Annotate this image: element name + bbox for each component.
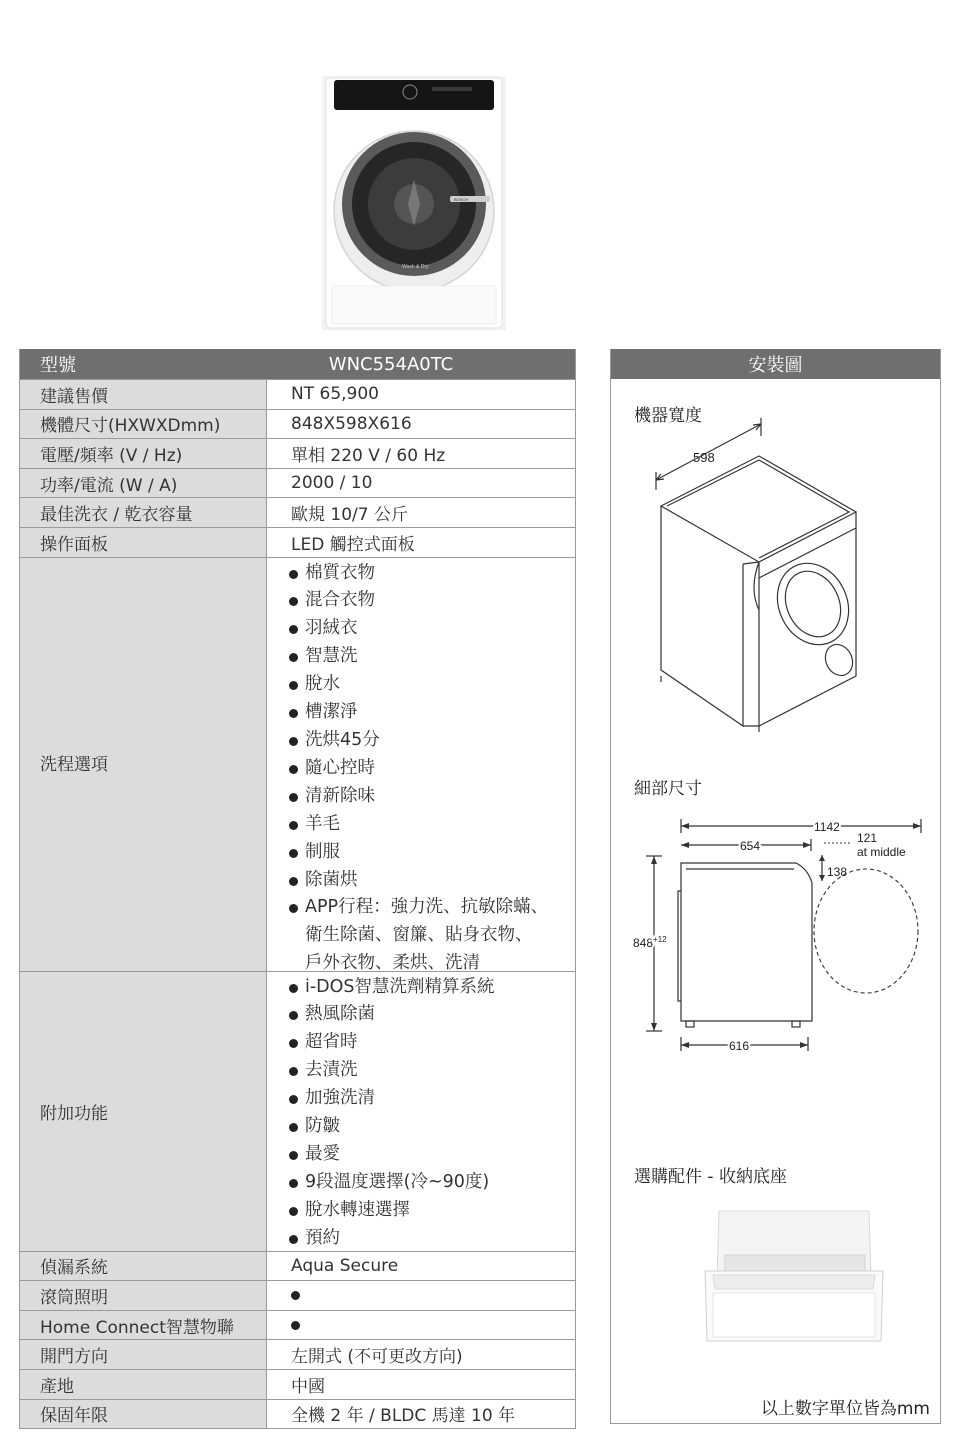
list-item: 加強洗清	[289, 1085, 375, 1113]
list-item: 洗烘45分	[289, 727, 380, 755]
list-item: i-DOS智慧洗劑精算系統	[289, 974, 495, 1002]
spec-table	[19, 349, 576, 1429]
spec-key: Home Connect智慧物聯	[20, 1311, 267, 1340]
list-item: 去漬洗	[289, 1057, 358, 1085]
dim-door-open-label: 121	[857, 831, 878, 845]
spec-key: 保固年限	[20, 1400, 267, 1429]
spec-row-drum-light	[20, 1280, 575, 1310]
spec-row-origin	[20, 1369, 575, 1399]
detail-dims-title: 細部尺寸	[634, 779, 702, 799]
feature-list	[267, 972, 575, 1251]
spec-key: 最佳洗衣 / 乾衣容量	[20, 498, 267, 527]
spec-value-yes	[267, 1311, 575, 1340]
model-number: WNC554A0TC	[328, 353, 454, 375]
spec-key: 滾筒照明	[20, 1281, 267, 1310]
spec-value: LED 觸控式面板	[267, 528, 575, 557]
spec-key: 偵漏系統	[20, 1252, 267, 1281]
machine-width-title: 機器寬度	[634, 406, 702, 426]
spec-row-control-panel	[20, 527, 575, 557]
spec-key: 建議售價	[20, 380, 267, 409]
spec-value-yes	[267, 1281, 575, 1310]
install-panel	[610, 349, 941, 1424]
spec-key: 功率/電流 (W / A)	[20, 469, 267, 498]
spec-value: 中國	[267, 1370, 575, 1399]
spec-key: 洗程選項	[20, 558, 267, 971]
spec-value: 848X598X616	[267, 410, 575, 439]
list-item-app-programs	[289, 894, 548, 978]
spec-key: 開門方向	[20, 1340, 267, 1369]
list-item: 槽潔淨	[289, 699, 358, 727]
spec-row-dimensions	[20, 409, 575, 439]
list-item: 超省時	[289, 1029, 358, 1057]
dim-base-depth-label: 616	[729, 1039, 750, 1053]
list-item: 制服	[289, 839, 340, 867]
dim-total-depth-label: 1142	[814, 820, 840, 834]
app-programs-line: APP行程：強力洗、抗敏除蟎、	[305, 897, 549, 918]
dim-door-open-note: at middle	[857, 845, 906, 859]
list-item: 羊毛	[289, 811, 340, 839]
spec-row-warranty	[20, 1399, 575, 1429]
spec-key: 機體尺寸(HXWXDmm)	[20, 410, 267, 439]
spec-value: 單相 220 V / 60 Hz	[267, 439, 575, 468]
app-programs-line: 戶外衣物、柔烘、洗清	[305, 953, 480, 974]
spec-row-voltage	[20, 438, 575, 468]
list-item: 9段溫度選擇(冷~90度)	[289, 1169, 489, 1197]
list-item: 防皺	[289, 1113, 340, 1141]
spec-key: 附加功能	[20, 972, 267, 1251]
spec-key: 操作面板	[20, 528, 267, 557]
hero-brand-label: BOSCH	[454, 197, 469, 202]
spec-key: 電壓/頻率 (V / Hz)	[20, 439, 267, 468]
dim-height-value: 848	[633, 936, 654, 950]
list-item: 清新除味	[289, 783, 375, 811]
program-list	[267, 558, 575, 974]
list-item: 除菌烘	[289, 867, 358, 895]
dim-depth-label: 654	[740, 839, 761, 853]
install-header: 安裝圖	[611, 349, 940, 379]
spec-value: 左開式 (不可更改方向)	[267, 1340, 575, 1369]
hero-badge-label: Wash & Dry	[402, 264, 429, 270]
list-item: 最愛	[289, 1141, 340, 1169]
dim-door-label: 138	[827, 865, 848, 879]
machine-width-diagram	[631, 414, 891, 734]
spec-row-programs	[20, 557, 575, 974]
accessory-title: 選購配件 - 收納底座	[634, 1167, 787, 1187]
spec-value: 2000 / 10	[267, 469, 575, 498]
list-item: 混合衣物	[289, 587, 375, 615]
list-item: 熱風除菌	[289, 1001, 375, 1029]
spec-row-features	[20, 971, 575, 1251]
check-dot-icon	[291, 1321, 300, 1330]
spec-value: 全機 2 年 / BLDC 馬達 10 年	[267, 1400, 575, 1429]
detail-dims-diagram	[626, 811, 926, 1061]
pedestal-drawer-photo	[699, 1209, 889, 1344]
dim-height-tolerance: +12	[653, 935, 667, 944]
model-header-label: 型號	[40, 355, 76, 376]
spec-row-leak-detection	[20, 1251, 575, 1281]
width-value-label: 598	[693, 450, 715, 465]
list-item: 預約	[289, 1225, 340, 1253]
spec-row-price	[20, 379, 575, 409]
spec-key: 產地	[20, 1370, 267, 1399]
spec-value: 歐規 10/7 公斤	[267, 498, 575, 527]
check-dot-icon	[291, 1291, 300, 1300]
spec-row-power	[20, 468, 575, 498]
list-item: 棉質衣物	[289, 560, 375, 588]
spec-value: NT 65,900	[267, 380, 575, 409]
washer-product-photo	[322, 76, 506, 330]
spec-table-header	[20, 349, 575, 379]
spec-row-door-direction	[20, 1339, 575, 1369]
units-note: 以上數字單位皆為mm	[760, 1399, 930, 1419]
dim-height-label	[633, 935, 667, 950]
list-item: 羽絨衣	[289, 615, 358, 643]
list-item: 隨心控時	[289, 755, 375, 783]
app-programs-line: 衛生除菌、窗簾、貼身衣物、	[305, 925, 533, 946]
list-item: 智慧洗	[289, 643, 358, 671]
spec-row-capacity	[20, 497, 575, 527]
spec-row-home-connect	[20, 1310, 575, 1340]
spec-value: Aqua Secure	[267, 1252, 575, 1281]
list-item: 脫水	[289, 671, 340, 699]
list-item: 脫水轉速選擇	[289, 1197, 410, 1225]
